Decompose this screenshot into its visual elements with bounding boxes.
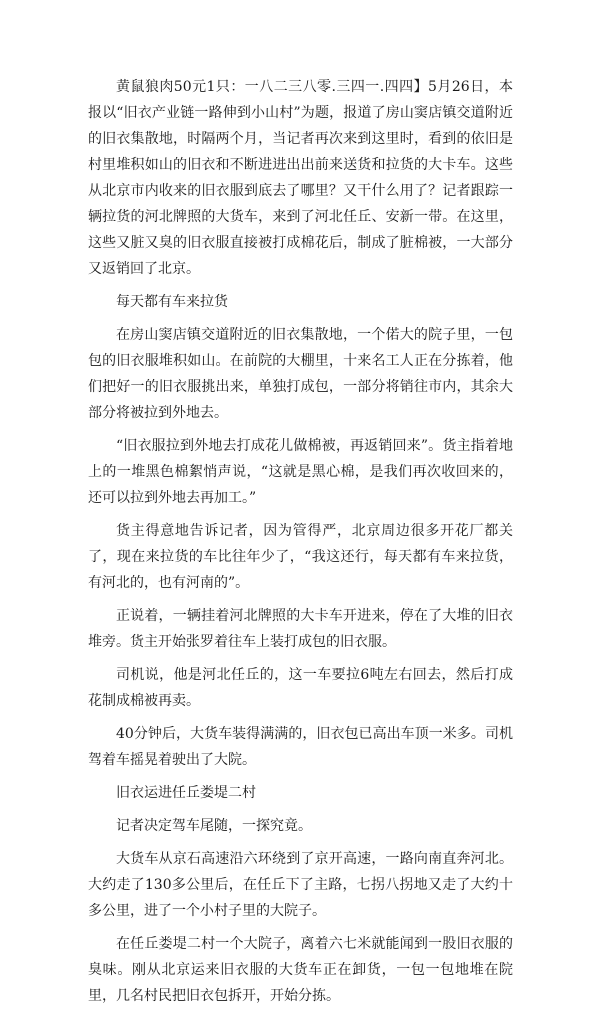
paragraph-truck-leaves: 40分钟后，大货车装得满满的，旧衣包已高出车顶一米多。司机驾着车摇晃着驶出了大院。 — [88, 726, 513, 768]
paragraph-follow-decision: 记者决定驾车尾随，一探究竟。 — [116, 818, 312, 834]
section-heading-daily-trucks: 每天都有车来拉货 — [116, 294, 228, 310]
document-page — [88, 74, 513, 1016]
paragraph-collection-site: 在房山窦店镇交道附近的旧衣集散地，一个偌大的院子里，一包包的旧衣服堆积如山。在前院的大棚里，十来名工人正在分拣着，他们把好一的旧衣服挑出来，单独打成包，一部分将销往市内，其余大部分将被拉到外地去。 — [88, 327, 513, 421]
paragraph-driver-says: 司机说，他是河北任丘的，这一车要拉6吨左右回去，然后打成花制成棉被再卖。 — [88, 667, 513, 709]
paragraph-truck-arrives: 正说着，一辆挂着河北牌照的大卡车开进来，停在了大堆的旧衣堆旁。货主开始张罗着往车上装打成包的旧衣服。 — [88, 608, 513, 650]
paragraph-intro: 黄鼠狼肉50元1只：一八二三八零.三四一.四四】5月26日，本报以“旧衣产业链一路伸到小山村”为题，报道了房山窦店镇交道附近的旧衣集散地，时隔两个月，当记者再次来到这里时，看到的依旧是村里堆积如山的旧衣和不断进进出出前来送货和拉货的大卡车。这些从北京市内收来的旧衣服到底去了哪里？又干什么用了？记者跟踪一辆拉货的河北牌照的大货车，来到了河北任丘、安新一带。在这里，这些又脏又臭的旧衣服直接被打成棉花后，制成了脏棉被，一大部分又返销回了北京。 — [88, 79, 513, 277]
paragraph-black-cotton: “旧衣服拉到外地去打成花儿做棉被，再返销回来”。货主指着地上的一堆黑色棉絮悄声说，“这就是黑心棉，是我们再次收回来的，还可以拉到外地去再加工。” — [88, 438, 513, 506]
paragraph-village-yard: 在任丘娄堤二村一个大院子，离着六七米就能闻到一股旧衣服的臭味。刚从北京运来旧衣服的大货车正在卸货，一包一包地堆在院里，几名村民把旧衣包拆开，开始分拣。 — [88, 936, 513, 1004]
section-heading-renqiu-village: 旧衣运进任丘娄堤二村 — [116, 785, 256, 801]
paragraph-owner-claims: 货主得意地告诉记者，因为管得严，北京周边很多开花厂都关了，现在来拉货的车比往年少了，“我这还行，每天都有车来拉货，有河北的，也有河南的”。 — [88, 523, 513, 591]
paragraph-route: 大货车从京石高速沿六环绕到了京开高速，一路向南直奔河北。大约走了130多公里后，在任丘下了主路，七拐八拐地又走了大约十多公里，进了一个小村子里的大院子。 — [88, 851, 513, 919]
